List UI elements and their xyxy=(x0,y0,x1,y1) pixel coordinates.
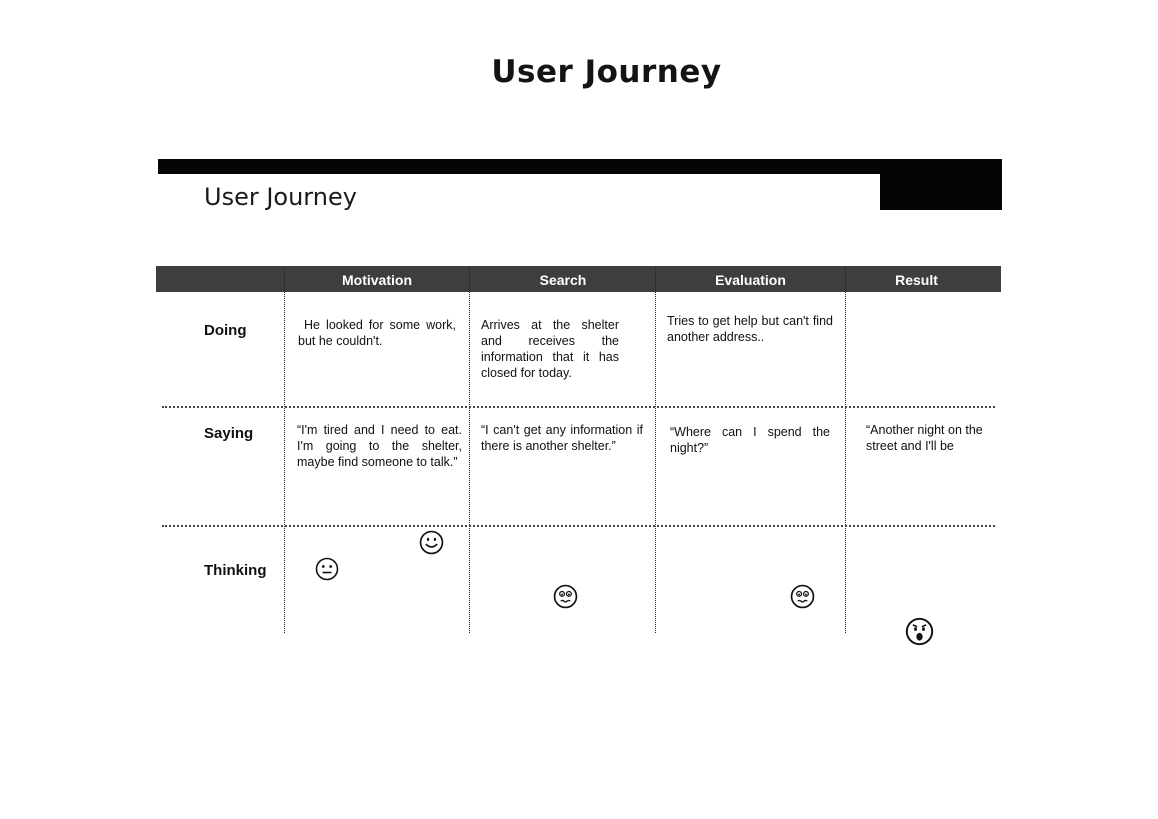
header-band xyxy=(158,159,1002,174)
header-block xyxy=(880,159,1002,210)
row-divider xyxy=(162,406,995,408)
shocked-face-icon xyxy=(905,617,934,646)
row-divider xyxy=(162,525,995,527)
doing-motivation-cell: He looked for some work, but he couldn't. xyxy=(298,318,460,348)
column-header-result: Result xyxy=(895,272,938,288)
worried-face-icon xyxy=(553,584,578,609)
column-divider xyxy=(284,266,285,633)
neutral-face-icon xyxy=(315,557,339,581)
doing-search-cell: Arrives at the shelter and receives the information that it has closed for today. xyxy=(481,318,619,380)
saying-evaluation-cell: “Where can I spend the night?” xyxy=(670,425,830,455)
doing-evaluation-cell: Tries to get help but can't find another address.. xyxy=(667,314,833,344)
column-header-evaluation: Evaluation xyxy=(715,272,786,288)
happy-face-icon xyxy=(419,530,444,555)
saying-motivation-cell: “I'm tired and I need to eat. I'm going to the shelter, maybe find someone to talk.” xyxy=(297,423,462,469)
row-label-saying: Saying xyxy=(204,425,254,442)
column-header-search: Search xyxy=(539,272,587,288)
section-title: User Journey xyxy=(204,183,357,211)
column-divider xyxy=(655,266,656,633)
worried-face-icon xyxy=(790,584,815,609)
saying-search-cell: “I can't get any information if there is another shelter.” xyxy=(481,423,643,453)
column-header-motivation: Motivation xyxy=(342,272,412,288)
page-title: User Journey xyxy=(491,54,722,90)
row-label-doing: Doing xyxy=(204,322,247,339)
column-divider xyxy=(469,266,470,633)
saying-result-cell: “Another night on the street and I'll be xyxy=(866,423,983,453)
row-label-thinking: Thinking xyxy=(204,562,267,579)
column-divider xyxy=(845,266,846,633)
